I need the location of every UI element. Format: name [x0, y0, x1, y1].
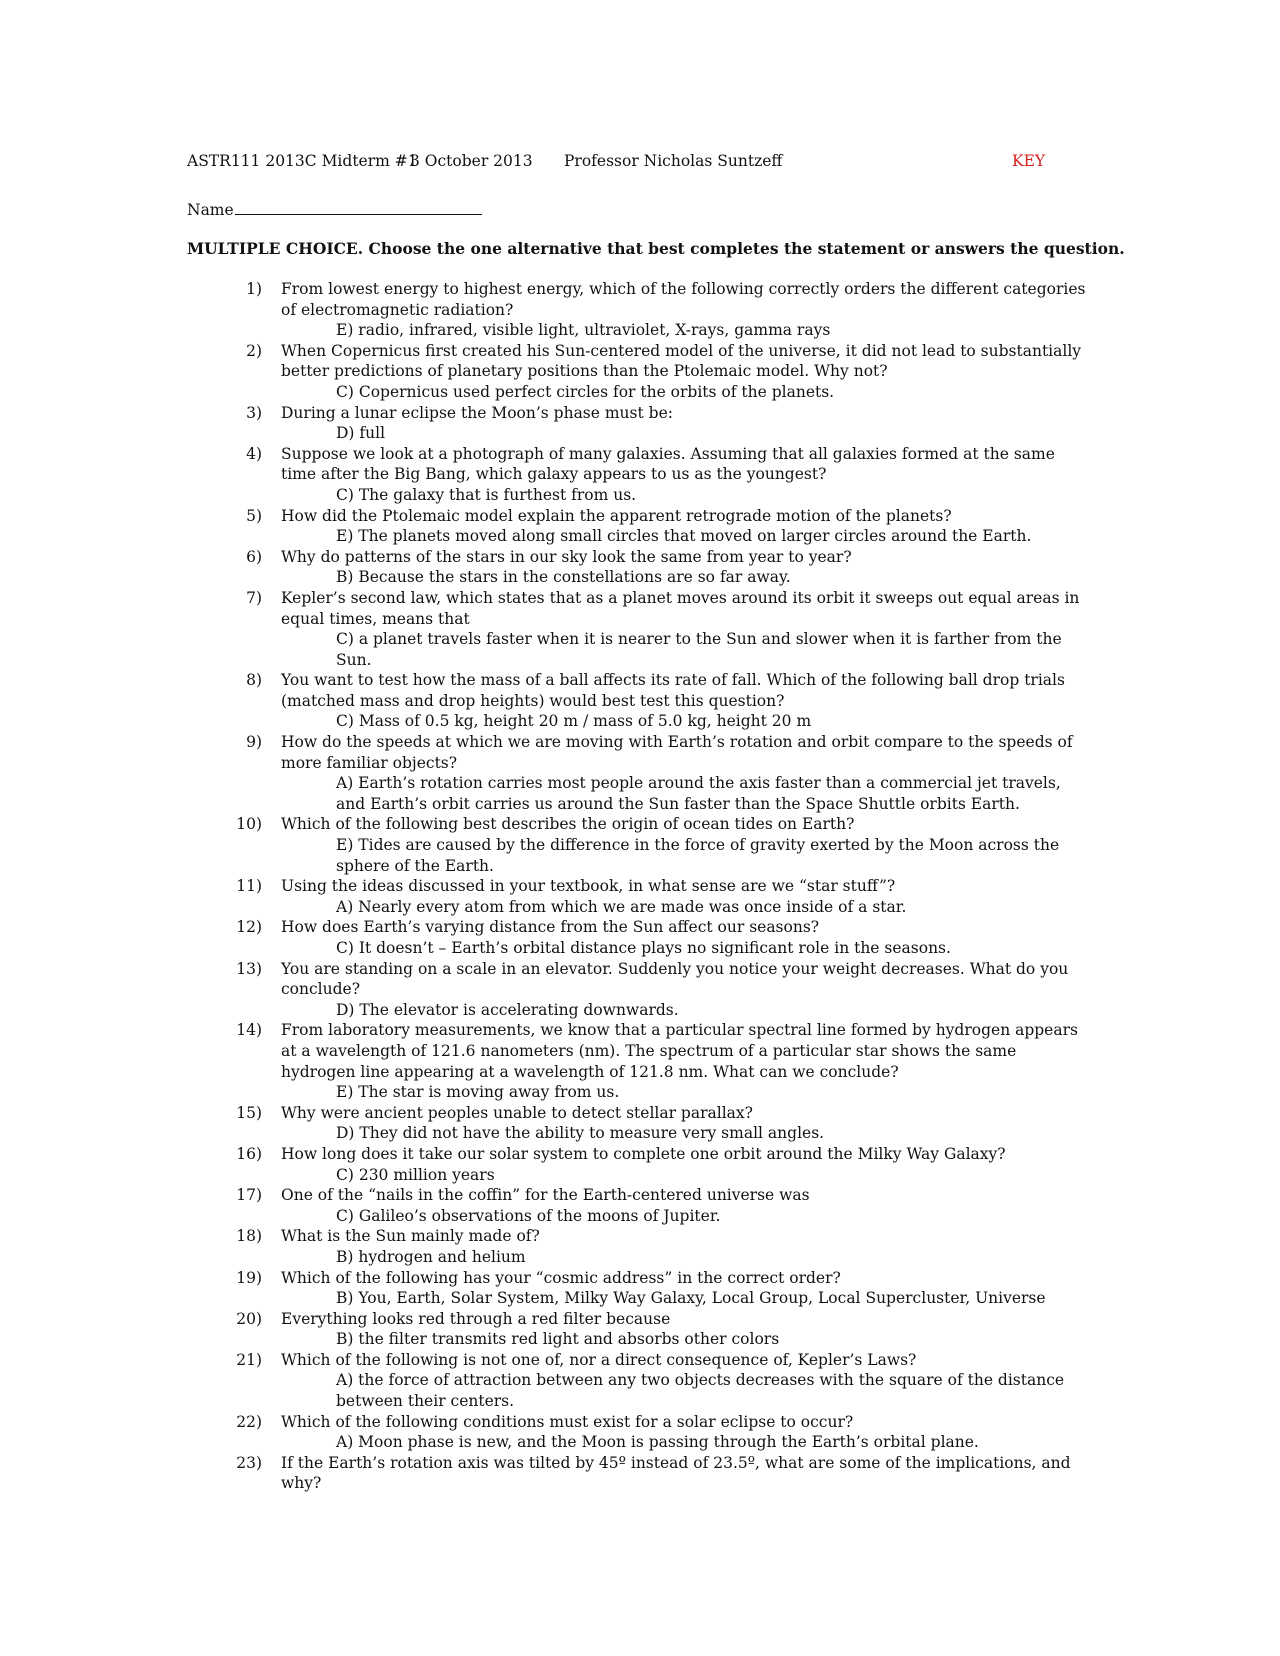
question-text: How does Earth’s varying distance from the Sun affect our seasons? [281, 918, 820, 937]
professor-name: Professor Nicholas Suntzeff [564, 152, 783, 170]
question-text: Everything looks red through a red filter because [281, 1309, 671, 1328]
question-number: 3) [246, 403, 262, 422]
question-number: 23) [236, 1453, 262, 1472]
question-item [210, 341, 1090, 403]
question-text: How long does it take our solar system to complete one orbit around the Milky Way Galaxy? [281, 1144, 1006, 1163]
name-field [187, 199, 482, 221]
question-item [210, 670, 1090, 732]
question-row [210, 444, 1090, 485]
question-item [210, 279, 1090, 341]
question-row [210, 1144, 1090, 1165]
question-item [210, 444, 1090, 506]
answer-text: B) the filter transmits red light and absorbs other colors [336, 1330, 780, 1349]
answer-text: E) The star is moving away from us. [336, 1083, 620, 1102]
question-row [210, 1020, 1090, 1082]
question-item [210, 1185, 1090, 1226]
answer-text: D) They did not have the ability to measure very small angles. [336, 1124, 825, 1143]
exam-header [187, 150, 1047, 172]
question-number: 5) [246, 506, 262, 525]
answer-text: D) The elevator is accelerating downwards. [336, 1000, 679, 1019]
answer-text: C) Mass of 0.5 kg, height 20 m / mass of 5.0 kg, height 20 m [336, 712, 812, 731]
question-item [210, 506, 1090, 547]
question-number: 11) [236, 877, 262, 896]
answer-text: C) Copernicus used perfect circles for the orbits of the planets. [336, 382, 835, 401]
question-text: You want to test how the mass of a ball affects its rate of fall. Which of the following ball drop trials (matched mass and drop heights) would best test this question? [281, 671, 1065, 710]
question-text: When Copernicus first created his Sun-centered model of the universe, it did not lead to substantially better predictions of planetary positions than the Ptolemaic model. Why not? [281, 341, 1082, 381]
question-item [210, 732, 1090, 814]
question-number: 10) [236, 815, 262, 834]
question-text: You are standing on a scale in an elevator. Suddenly you notice your weight decreases. What do you conclude? [281, 959, 1069, 999]
question-row [210, 279, 1090, 320]
question-number: 1) [246, 280, 262, 298]
question-number: 12) [236, 918, 262, 937]
question-row [210, 959, 1090, 1000]
question-row [210, 814, 1090, 835]
answer-text: E) Tides are caused by the difference in the force of gravity exerted by the Moon across the sphere of the Earth. [336, 836, 1060, 875]
question-row [210, 1309, 1090, 1330]
question-number: 15) [236, 1103, 262, 1122]
answer-text: D) full [336, 424, 386, 443]
question-list [210, 279, 1090, 1494]
question-text: What is the Sun mainly made of? [281, 1227, 540, 1246]
question-number: 14) [236, 1021, 262, 1040]
question-item [210, 1350, 1090, 1412]
answer-text: A) the force of attraction between any two objects decreases with the square of the distance between their centers. [336, 1371, 1065, 1411]
question-number: 21) [236, 1350, 262, 1369]
answer-text: B) Because the stars in the constellations are so far away. [336, 568, 791, 587]
exam-date: 3 October 2013 [410, 152, 533, 170]
question-row [210, 341, 1090, 382]
question-text: Why were ancient peoples unable to detect stellar parallax? [281, 1103, 753, 1122]
question-text: One of the “nails in the coffin” for the Earth-centered universe was [281, 1186, 810, 1205]
question-row [210, 876, 1090, 897]
question-row [210, 917, 1090, 938]
question-number: 22) [236, 1412, 262, 1431]
question-number: 17) [236, 1186, 262, 1205]
answer-text: C) It doesn’t – Earth’s orbital distance plays no significant role in the seasons. [336, 939, 951, 957]
answer-text: B) hydrogen and helium [336, 1247, 526, 1266]
answer-text: B) You, Earth, Solar System, Milky Way Galaxy, Local Group, Local Supercluster, Universe [336, 1289, 1046, 1308]
question-item [210, 588, 1090, 670]
question-text: If the Earth’s rotation axis was tilted by 45º instead of 23.5º, what are some of the implications, and why? [281, 1453, 1071, 1493]
question-number: 13) [236, 959, 262, 978]
answer-text: A) Moon phase is new, and the Moon is passing through the Earth’s orbital plane. [336, 1433, 979, 1452]
question-row [210, 670, 1090, 711]
question-number: 9) [246, 733, 262, 752]
question-text: Kepler’s second law, which states that as a planet moves around its orbit it sweeps out equal areas in equal times, means that [281, 588, 1080, 628]
question-item [210, 1412, 1090, 1453]
question-text: From laboratory measurements, we know that a particular spectral line formed by hydrogen appears at a wavelength of 121.6 nanometers (nm). The spectrum of a particular star shows the same hydrogen line appearing at a wavelength of 121.8 nm. What can we conclude? [281, 1021, 1078, 1081]
question-row [210, 506, 1090, 527]
question-item [210, 1268, 1090, 1309]
answer-text: C) 230 million years [336, 1165, 495, 1184]
question-text: From lowest energy to highest energy, which of the following correctly orders the different categories of electromagnetic radiation? [281, 280, 1086, 319]
question-row [210, 1185, 1090, 1206]
question-item [210, 917, 1090, 958]
question-row [210, 732, 1090, 773]
answer-text: C) a planet travels faster when it is nearer to the Sun and slower when it is farther from the Sun. [336, 630, 1062, 669]
question-text: Which of the following best describes the origin of ocean tides on Earth? [281, 815, 855, 834]
question-row [210, 1350, 1090, 1371]
question-item [210, 403, 1090, 444]
question-item [210, 876, 1090, 917]
question-item [210, 1020, 1090, 1102]
question-number: 18) [236, 1227, 262, 1246]
answer-text: E) radio, infrared, visible light, ultraviolet, X-rays, gamma rays [336, 321, 831, 340]
question-item [210, 1103, 1090, 1144]
answer-text: C) The galaxy that is furthest from us. [336, 485, 637, 504]
question-item [210, 959, 1090, 1021]
question-number: 8) [246, 671, 262, 690]
question-text: Using the ideas discussed in your textbook, in what sense are we “star stuff”? [281, 877, 896, 896]
question-text: Why do patterns of the stars in our sky look the same from year to year? [281, 547, 852, 566]
question-row [210, 403, 1090, 424]
question-item [210, 547, 1090, 588]
question-text: Suppose we look at a photograph of many galaxies. Assuming that all galaxies formed at the same time after the Big Bang, which galaxy appears to us as the youngest? [281, 444, 1055, 484]
question-text: Which of the following conditions must exist for a solar eclipse to occur? [281, 1412, 854, 1431]
question-number: 2) [246, 341, 262, 360]
key-label: KEY [1012, 152, 1046, 170]
question-item [210, 1144, 1090, 1185]
course-title: ASTR111 2013C Midterm #1 [187, 152, 418, 170]
question-text: Which of the following is not one of, nor a direct consequence of, Kepler’s Laws? [281, 1350, 917, 1369]
question-item [210, 814, 1090, 876]
name-label: Name [187, 201, 234, 219]
answer-text: A) Earth’s rotation carries most people around the axis faster than a commercial jet travels, and Earth’s orbit carries us around the Sun faster than the Space Shuttle orbits Earth. [336, 774, 1061, 813]
instructions: MULTIPLE CHOICE. Choose the one alternative that best completes the statement or answers the question. [187, 239, 1125, 258]
question-row [210, 1453, 1090, 1494]
question-item [210, 1309, 1090, 1350]
question-text: How do the speeds at which we are moving with Earth’s rotation and orbit compare to the speeds of more familiar objects? [281, 733, 1073, 772]
answer-text: E) The planets moved along small circles that moved on larger circles around the Earth. [336, 527, 1032, 546]
question-number: 7) [246, 588, 262, 607]
question-number: 20) [236, 1309, 262, 1328]
question-text: Which of the following has your “cosmic address” in the correct order? [281, 1268, 841, 1287]
question-item [210, 1226, 1090, 1267]
question-row [210, 1226, 1090, 1247]
question-number: 6) [246, 547, 262, 566]
question-row [210, 588, 1090, 629]
question-number: 4) [246, 444, 262, 463]
answer-text: A) Nearly every atom from which we are made was once inside of a star. [336, 897, 907, 916]
question-row [210, 1103, 1090, 1124]
question-item [210, 1453, 1090, 1494]
question-text: During a lunar eclipse the Moon’s phase must be: [281, 403, 673, 422]
question-text: How did the Ptolemaic model explain the apparent retrograde motion of the planets? [281, 506, 952, 525]
answer-text: C) Galileo’s observations of the moons of Jupiter. [336, 1206, 721, 1225]
name-blank-line [235, 200, 482, 215]
question-number: 16) [236, 1144, 262, 1163]
question-row [210, 1412, 1090, 1433]
question-number: 19) [236, 1268, 262, 1287]
question-row [210, 1268, 1090, 1289]
question-row [210, 547, 1090, 568]
